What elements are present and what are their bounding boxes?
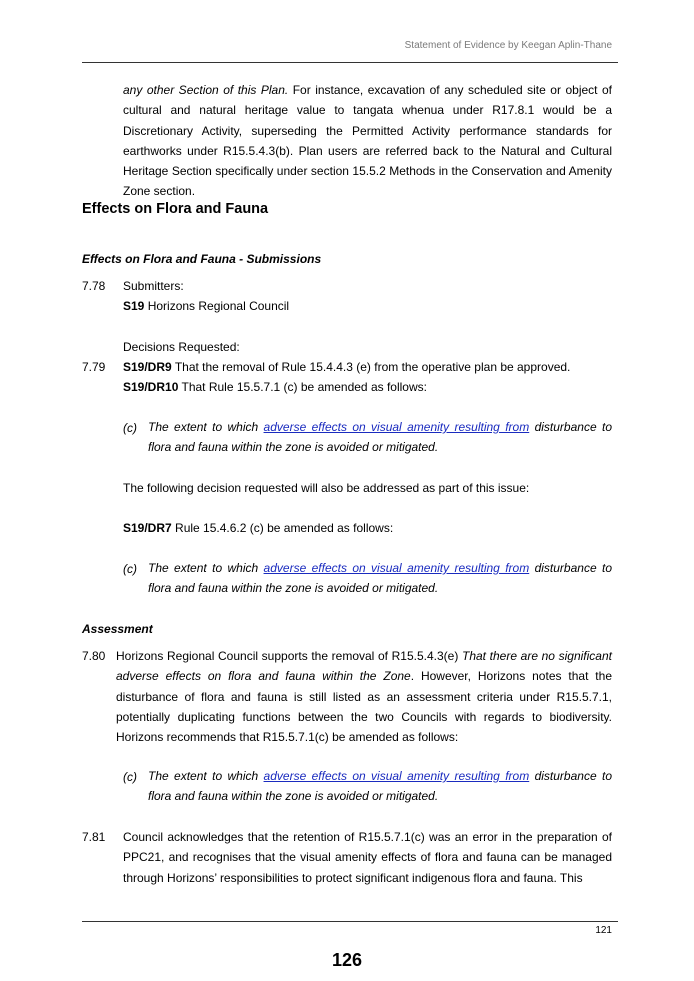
quote-3-post: disturbance to flora and fauna within the zone is avoided or mitigated. (148, 769, 613, 804)
quote-2-text (148, 558, 612, 599)
dr7-code: S19/DR7 (123, 521, 172, 535)
quote-3-link[interactable]: adverse effects on visual amenity resulting from (263, 769, 530, 783)
submitter-name: Horizons Regional Council (144, 299, 290, 313)
quote-3-pre: The extent to which (148, 769, 264, 783)
para-780-text (116, 646, 612, 747)
also-addressed-text: The following decision requested will also be addressed as part of this issue: (123, 481, 530, 495)
decision-dr7 (123, 518, 393, 538)
quote-2-label: (c) (123, 562, 137, 576)
p780-italic: That there are no significant adverse effects on flora and fauna within the Zone (116, 649, 612, 684)
footer-page-number: 121 (595, 925, 612, 936)
para-number-780: 7.80 (82, 649, 106, 663)
assessment-heading: Assessment (82, 622, 153, 636)
quote-1-pre: The extent to which (148, 420, 264, 434)
p780-text-1: Horizons Regional Council supports the removal of R15.5.4.3(e) (116, 649, 462, 663)
dr7-text: Rule 15.4.6.2 (c) be amended as follows: (171, 521, 394, 535)
header-rule (82, 62, 618, 63)
dr9-code: S19/DR9 (123, 360, 172, 374)
intro-paragraph (123, 80, 612, 202)
para-number-778: 7.78 (82, 279, 106, 293)
intro-italic-lead: any other Section of this Plan. (123, 83, 289, 97)
submitter-line (123, 296, 289, 316)
quote-2-link[interactable]: adverse effects on visual amenity resulting from (263, 561, 530, 575)
section-heading: Effects on Flora and Fauna (82, 201, 269, 217)
submissions-heading: Effects on Flora and Fauna - Submissions (82, 252, 322, 266)
decision-dr9 (123, 357, 570, 377)
quote-1-link[interactable]: adverse effects on visual amenity resulting from (263, 420, 530, 434)
submitter-code: S19 (123, 299, 145, 313)
quote-3-text (148, 766, 612, 807)
document-page-number: 126 (331, 950, 363, 970)
p780-text-2: . However, Horizons notes that the disturbance of flora and fauna is still listed as an assessment criteria under R15.5.7.1, potentially duplicating functions between the two Councils with regards to biodiversity. Horizons recommends that R15.5.7.1(c) be amended as follows: (116, 669, 612, 745)
quote-1-text (148, 417, 612, 458)
quote-2-post: disturbance to flora and fauna within the zone is avoided or mitigated. (148, 561, 613, 596)
submitters-label: Submitters: (123, 279, 184, 293)
intro-text: For instance, excavation of any scheduled site or object of cultural and natural heritage value to tangata whenua under R17.8.1 would be a Discretionary Activity, superseding the Permitted Activity performance standards for earthworks under R15.5.4.3(b). Plan users are referred back to the Natural and Cultural Heritage Section specifically under section 15.5.2 Methods in the Conservation and Amenity Zone section. (123, 83, 612, 199)
running-header: Statement of Evidence by Keegan Aplin-Thane (404, 40, 612, 51)
dr9-text: That the removal of Rule 15.4.4.3 (e) from the operative plan be approved. (171, 360, 571, 374)
decision-dr10 (123, 377, 427, 397)
dr10-text: That Rule 15.5.7.1 (c) be amended as follows: (178, 380, 427, 394)
para-number-779: 7.79 (82, 360, 106, 374)
footer-rule (82, 921, 618, 922)
quote-1-label: (c) (123, 421, 137, 435)
quote-2-pre: The extent to which (148, 561, 264, 575)
para-781-text: Council acknowledges that the retention of R15.5.7.1(c) was an error in the preparation of PPC21, and recognises that the visual amenity effects of flora and fauna can be managed through Horizons’ responsibilities to protect significant indigenous flora and fauna. This (123, 830, 612, 885)
quote-1-post: disturbance to flora and fauna within the zone is avoided or mitigated. (148, 420, 613, 455)
quote-3-label: (c) (123, 770, 137, 784)
decisions-label: Decisions Requested: (123, 340, 240, 354)
para-number-781: 7.81 (82, 830, 106, 844)
dr10-code: S19/DR10 (123, 380, 179, 394)
